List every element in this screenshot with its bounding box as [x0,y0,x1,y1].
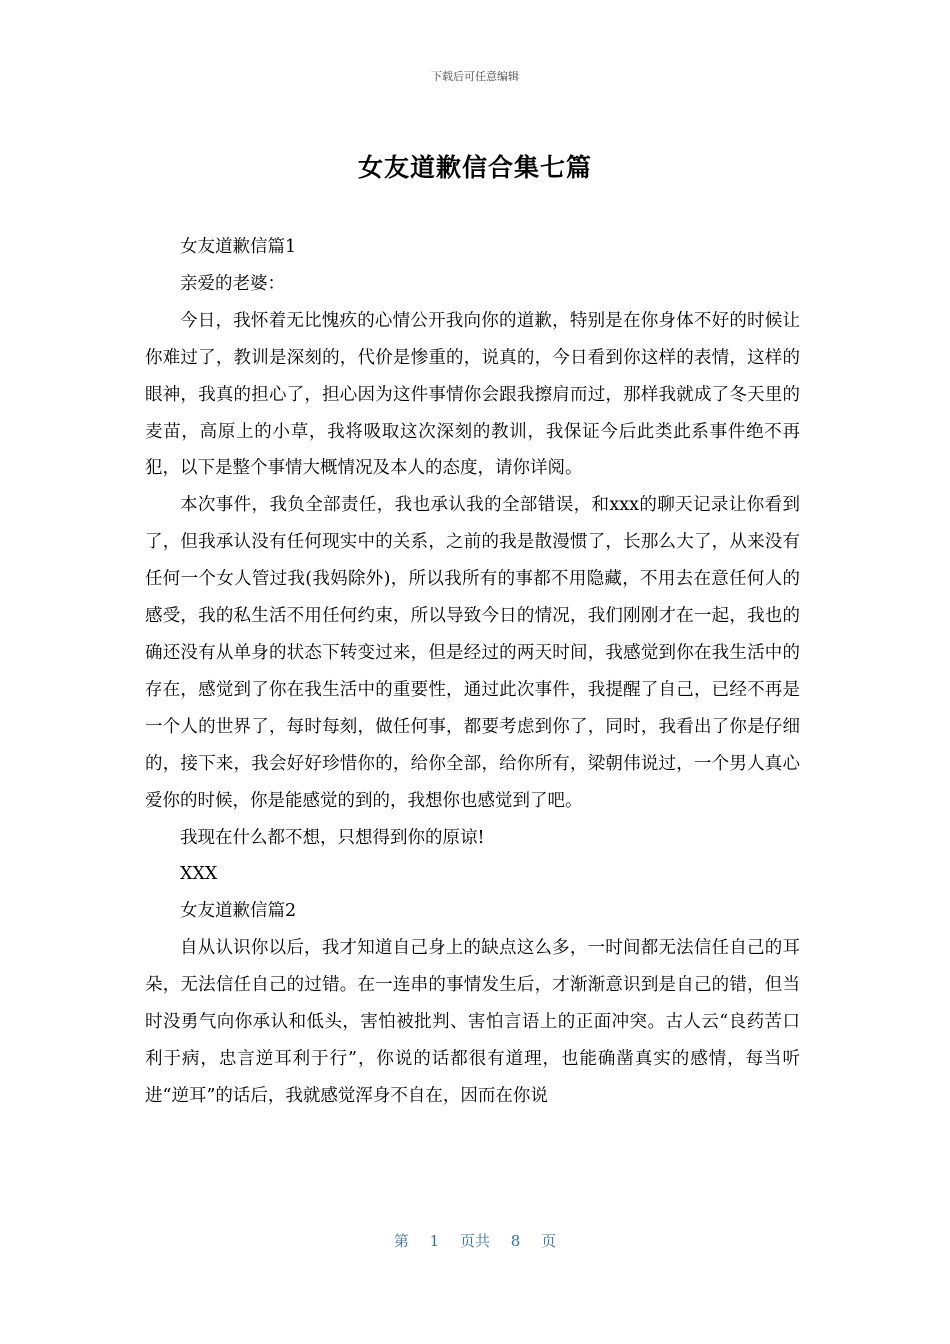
footer-page-number: 1 [429,1232,440,1250]
document-title: 女友道歉信合集七篇 [357,153,592,182]
body-paragraph: 今日，我怀着无比愧疚的心情公开我向你的道歉，特别是在你身体不好的时候让你难过了，教训是深刻的，代价是惨重的，说真的，今日看到你这样的表情，这样的眼神，我真的担心了，担心因为这件事情你会跟我擦肩而过，那样我就成了冬天里的麦苗，高原上的小草，我将吸取这次深刻的教训，我保证今后此类此系事件绝不再犯，以下是整个事情大概情况及本人的态度，请你详阅。 [145,310,800,479]
footer-total-pages: 8 [510,1232,521,1250]
body-paragraph: 自从认识你以后，我才知道自己身上的缺点这么多，一时间都无法信任自己的耳朵，无法信任自己的过错。在一连串的事情发生后，才渐渐意识到是自己的错，但当时没勇气向你承认和低头，害怕被批判、害怕言语上的正面冲突。古人云“良药苦口利于病，忠言逆耳利于行”，你说的话都很有道理，也能确凿真实的感情，每当听进“逆耳”的话后，我就感觉浑身不自在，因而在你说 [145,938,800,1106]
page-footer [0,1230,950,1251]
body-paragraph: 本次事件，我负全部责任，我也承认我的全部错误，和xxx的聊天记录让你看到了，但我承认没有任何现实中的关系，之前的我是散漫惯了，长那么大了，从来没有任何一个女人管过我(我妈除外)，所以我所有的事都不用隐藏，不用去在意任何人的感受，我的私生活不用任何约束，所以导致今日的情况，我们刚刚才在一起，我也的确还没有从单身的状态下转变过来，但是经过的两天时间，我感觉到你在我生活中的存在，感觉到了你在我生活中的重要性，通过此次事件，我提醒了自己，已经不再是一个人的世界了，每时每刻，做任何事，都要考虑到你了，同时，我看出了你是仔细的，接下来，我会好好珍惜你的，给你全部，给你所有，梁朝伟说过，一个男人真心爱你的时候，你是能感觉的到的，我想你也感觉到了吧。 [145,495,800,811]
section-heading-2: 女友道歉信篇2 [180,901,297,922]
footer-suffix: 页 [541,1232,557,1250]
signature: XXX [180,864,218,885]
header-note: 下载后可任意编辑 [431,70,519,83]
salutation: 亲爱的老婆： [180,273,285,294]
footer-prefix: 第 [393,1232,409,1250]
body-paragraph: 我现在什么都不想，只想得到你的原谅! [180,827,485,848]
footer-middle: 页共 [459,1232,490,1250]
document-body [145,229,800,1115]
section-heading-1: 女友道歉信篇1 [180,237,297,257]
